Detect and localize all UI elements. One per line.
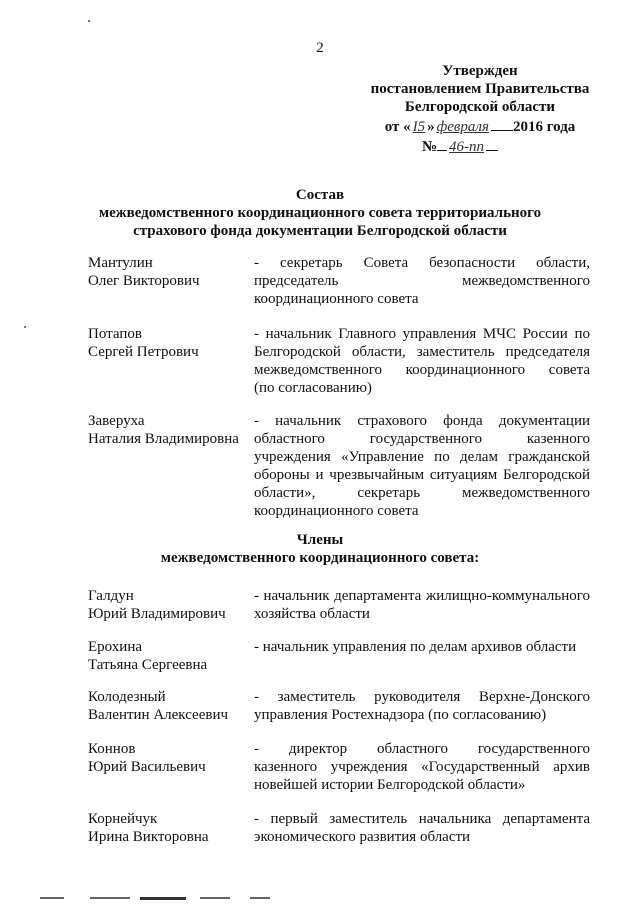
title-line-3: страхового фонда документации Белгородской области: [133, 223, 507, 239]
person-given-names: Валентин Алексеевич: [88, 707, 229, 723]
approval-number: [360, 136, 600, 156]
page-number: 2: [316, 40, 324, 56]
person-surname: Корнейчук: [88, 811, 158, 827]
approval-date: [360, 116, 600, 136]
position-line: председатель межведомственного: [254, 273, 590, 289]
cut-off-next-line: [40, 893, 600, 903]
position-line: (по согласованию): [254, 380, 372, 396]
position-line: - директор областного государственного: [254, 741, 590, 757]
person-position: [254, 254, 590, 308]
date-blank: [491, 116, 513, 131]
person-given-names: Ирина Викторовна: [88, 829, 209, 845]
position-line: Белгородской области, заместитель председателя: [254, 344, 590, 360]
position-line: - начальник Главного управления МЧС России по: [254, 326, 590, 342]
person-name: [88, 325, 253, 361]
approval-stamp: [360, 62, 600, 156]
person-surname: Мантулин: [88, 255, 153, 271]
person-position: [254, 740, 590, 794]
person-given-names: Татьяна Сергеевна: [88, 657, 208, 673]
date-prefix: от «: [384, 119, 411, 135]
person-name: [88, 740, 253, 776]
person-surname: Галдун: [88, 588, 134, 604]
position-line: казенного учреждения «Государственный архив: [254, 759, 590, 775]
person-name: [88, 412, 253, 448]
position-line: обороны и чрезвычайным ситуациям Белгородской: [254, 467, 590, 483]
person-position: [254, 412, 590, 520]
person-name: [88, 638, 253, 674]
person-given-names: Сергей Петрович: [88, 344, 199, 360]
position-line: областного государственного казенного: [254, 431, 590, 447]
date-mid: »: [427, 119, 435, 135]
scan-artifact: [24, 326, 26, 328]
position-line: - начальник управления по делам архивов области: [254, 639, 577, 655]
date-year: 2016 года: [512, 119, 576, 135]
person-surname: Колодезный: [88, 689, 166, 705]
title-line-2: межведомственного координационного совета территориального: [98, 205, 542, 221]
position-line: хозяйства области: [254, 606, 370, 622]
members-heading-line-1: Члены: [296, 532, 344, 548]
position-line: - начальник департамента жилищно-коммунального: [254, 588, 590, 604]
person-given-names: Юрий Васильевич: [88, 759, 206, 775]
approval-line-2: постановлением Правительства: [370, 81, 590, 97]
person-surname: Ерохина: [88, 639, 143, 655]
person-position: [254, 587, 590, 623]
person-given-names: Олег Викторович: [88, 273, 200, 289]
number-blank-right: [486, 136, 498, 151]
position-line: - заместитель руководителя Верхне-Донского: [254, 689, 590, 705]
position-line: области», секретарь межведомственного: [254, 485, 590, 501]
person-given-names: Наталия Владимировна: [88, 431, 239, 447]
person-surname: Коннов: [88, 741, 136, 757]
position-line: экономического развития области: [254, 829, 471, 845]
position-line: - первый заместитель начальника департамента: [254, 811, 590, 827]
members-heading-line-2: межведомственного координационного совета:: [160, 550, 480, 566]
person-surname: Заверуха: [88, 413, 145, 429]
person-position: [254, 810, 590, 846]
date-day: I5: [412, 119, 426, 135]
person-position: [254, 325, 590, 397]
position-line: управления Ростехнадзора (по согласованию): [254, 707, 547, 723]
position-line: координационного совета: [254, 291, 419, 307]
document-title: [0, 186, 640, 240]
approval-line-3: Белгородской области: [404, 99, 556, 115]
scan-artifact: [88, 20, 90, 22]
position-line: межведомственного координационного совета: [254, 362, 590, 378]
position-line: новейшей истории Белгородской области»: [254, 777, 526, 793]
person-given-names: Юрий Владимирович: [88, 606, 226, 622]
person-name: [88, 587, 253, 623]
members-heading: [0, 531, 640, 567]
number-prefix: №: [421, 139, 438, 155]
person-name: [88, 254, 253, 290]
person-surname: Потапов: [88, 326, 142, 342]
person-position: [254, 638, 590, 656]
title-line-1: Состав: [295, 187, 345, 203]
person-position: [254, 688, 590, 724]
approval-line-1: Утвержден: [442, 63, 518, 79]
number-value: 46-пп: [449, 139, 485, 155]
date-month: февраля: [436, 119, 489, 135]
number-blank-left: [437, 136, 447, 151]
position-line: - секретарь Совета безопасности области,: [254, 255, 590, 271]
position-line: учреждения «Управление по делам гражданской: [254, 449, 590, 465]
person-name: [88, 688, 253, 724]
person-name: [88, 810, 253, 846]
position-line: - начальник страхового фонда документации: [254, 413, 590, 429]
position-line: координационного совета: [254, 503, 419, 519]
